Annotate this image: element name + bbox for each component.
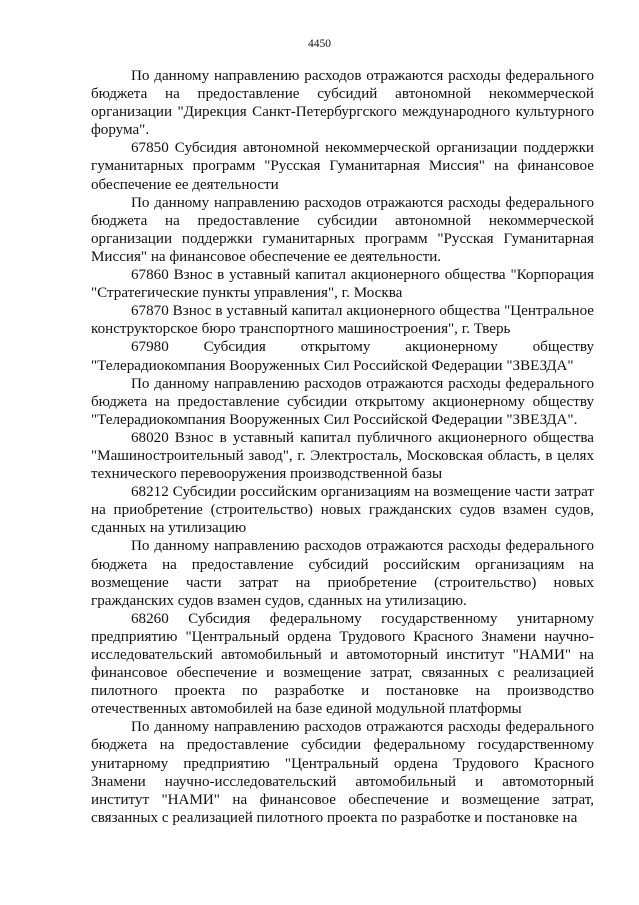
paragraph-11: 68260 Субсидия федеральному государственному унитарному предприятию "Центральный ордена Трудового Красного Знамени научно-исследовательский автомобильный и автомоторный институт "НАМИ" на финансовое обеспечение и возмещение затрат, связанных с реализацией пилотного проекта по разработке и постановке на производство отечественных автомобилей на базе единой модульной платформы	[91, 610, 594, 718]
document-body	[91, 67, 594, 827]
paragraph-8: 68020 Взнос в уставный капитал публичного акционерного общества "Машиностроительный завод", г. Электросталь, Московская область, в целях технического перевооружения производственной базы	[91, 429, 594, 483]
paragraph-9: 68212 Субсидии российским организациям на возмещение части затрат на приобретение (строительство) новых гражданских судов взамен судов, сданных на утилизацию	[91, 484, 594, 537]
paragraph-1: По данному направлению расходов отражаются расходы федерального бюджета на предоставление субсидий автономной некоммерческой организации "Дирекция Санкт-Петербургского международного культурного форума".	[91, 68, 594, 139]
paragraph-2: 67850 Субсидия автономной некоммерческой организации поддержки гуманитарных программ "Русская Гуманитарная Миссия" на финансовое обеспечение ее деятельности	[91, 140, 594, 193]
page-number: 4450	[308, 38, 331, 50]
paragraph-4: 67860 Взнос в уставный капитал акционерного общества "Корпорация "Стратегические пункты управления", г. Москва	[91, 267, 594, 302]
paragraph-3: По данному направлению расходов отражаются расходы федерального бюджета на предоставление субсидии автономной некоммерческой организации поддержки гуманитарных программ "Русская Гуманитарная Миссия" на финансовое обеспечение ее деятельности.	[91, 194, 594, 265]
paragraph-10: По данному направлению расходов отражаются расходы федерального бюджета на предоставление субсидий российским организациям на возмещение части затрат на приобретение (строительство) новых гражданских судов взамен судов, сданных на утилизацию.	[91, 538, 594, 609]
paragraph-6: 67980 Субсидия открытому акционерному обществу "Телерадиокомпания Вооруженных Сил Российской Федерации "ЗВЕЗДА"	[91, 339, 594, 374]
paragraph-7: По данному направлению расходов отражаются расходы федерального бюджета на предоставление субсидии открытому акционерному обществу "Телерадиокомпания Вооруженных Сил Российской Федерации "ЗВЕЗДА".	[91, 375, 594, 428]
paragraph-12: По данному направлению расходов отражаются расходы федерального бюджета на предоставление субсидии федеральному государственному унитарному предприятию "Центральный ордена Трудового Красного Знамени научно-исследовательский автомобильный и автомоторный институт "НАМИ" на финансовое обеспечение и возмещение затрат, связанных с реализацией пилотного проекта по разработке и постановке на	[91, 719, 594, 826]
paragraph-5: 67870 Взнос в уставный капитал акционерного общества "Центральное конструкторское бюро транспортного машиностроения", г. Тверь	[91, 303, 594, 338]
